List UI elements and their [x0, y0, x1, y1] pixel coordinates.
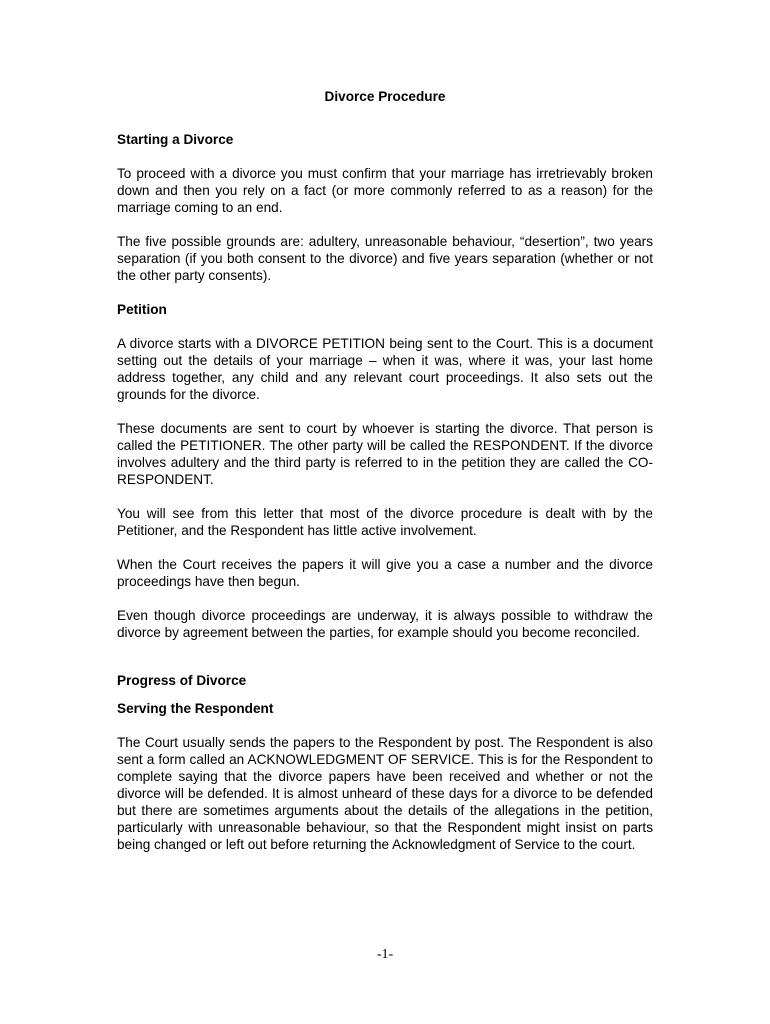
subheading-serving: Serving the Respondent	[117, 701, 274, 716]
paragraph: You will see from this letter that most of the divorce procedure is dealt with by the Petitioner, and the Respondent has little active involvement.	[117, 506, 653, 538]
page-number: -1-	[376, 947, 394, 962]
paragraph: Even though divorce proceedings are underway, it is always possible to withdraw the divorce by agreement between the parties, for example should you become reconciled.	[117, 608, 653, 640]
paragraph: These documents are sent to court by whoever is starting the divorce. That person is called the PETITIONER. The other party will be called the RESPONDENT. If the divorce involves adultery and the third party is referred to in the petition they are called the CO-RESPONDENT.	[117, 421, 653, 487]
paragraph: A divorce starts with a DIVORCE PETITION being sent to the Court. This is a document setting out the details of your marriage – when it was, where it was, your last home address together, any child and any relevant court proceedings. It also sets out the grounds for the divorce.	[117, 336, 653, 402]
paragraph: When the Court receives the papers it will give you a case a number and the divorce proceedings have then begun.	[117, 557, 653, 589]
section-heading-progress: Progress of Divorce	[117, 673, 247, 688]
section-heading-petition: Petition	[117, 302, 167, 317]
paragraph: The Court usually sends the papers to the Respondent by post. The Respondent is also sent a form called an ACKNOWLEDGMENT OF SERVICE. This is for the Respondent to complete saying that the divorce papers have been received and whether or not the divorce will be defended. It is almost unheard of these days for a divorce to be defended but there are sometimes arguments about the details of the allegations in the petition, particularly with unreasonable behaviour, so that the Respondent might insist on parts being changed or left out before returning the Acknowledgment of Service to the court.	[117, 735, 653, 852]
document-title: Divorce Procedure	[324, 89, 446, 104]
paragraph: To proceed with a divorce you must confirm that your marriage has irretrievably broken down and then you rely on a fact (or more commonly referred to as a reason) for the marriage coming to an end.	[117, 166, 653, 215]
paragraph: The five possible grounds are: adultery, unreasonable behaviour, “desertion”, two years separation (if you both consent to the divorce) and five years separation (whether or not the other party consents).	[117, 234, 653, 283]
document-page	[117, 80, 653, 870]
section-heading-starting: Starting a Divorce	[117, 132, 234, 147]
section-spacer	[117, 658, 653, 672]
